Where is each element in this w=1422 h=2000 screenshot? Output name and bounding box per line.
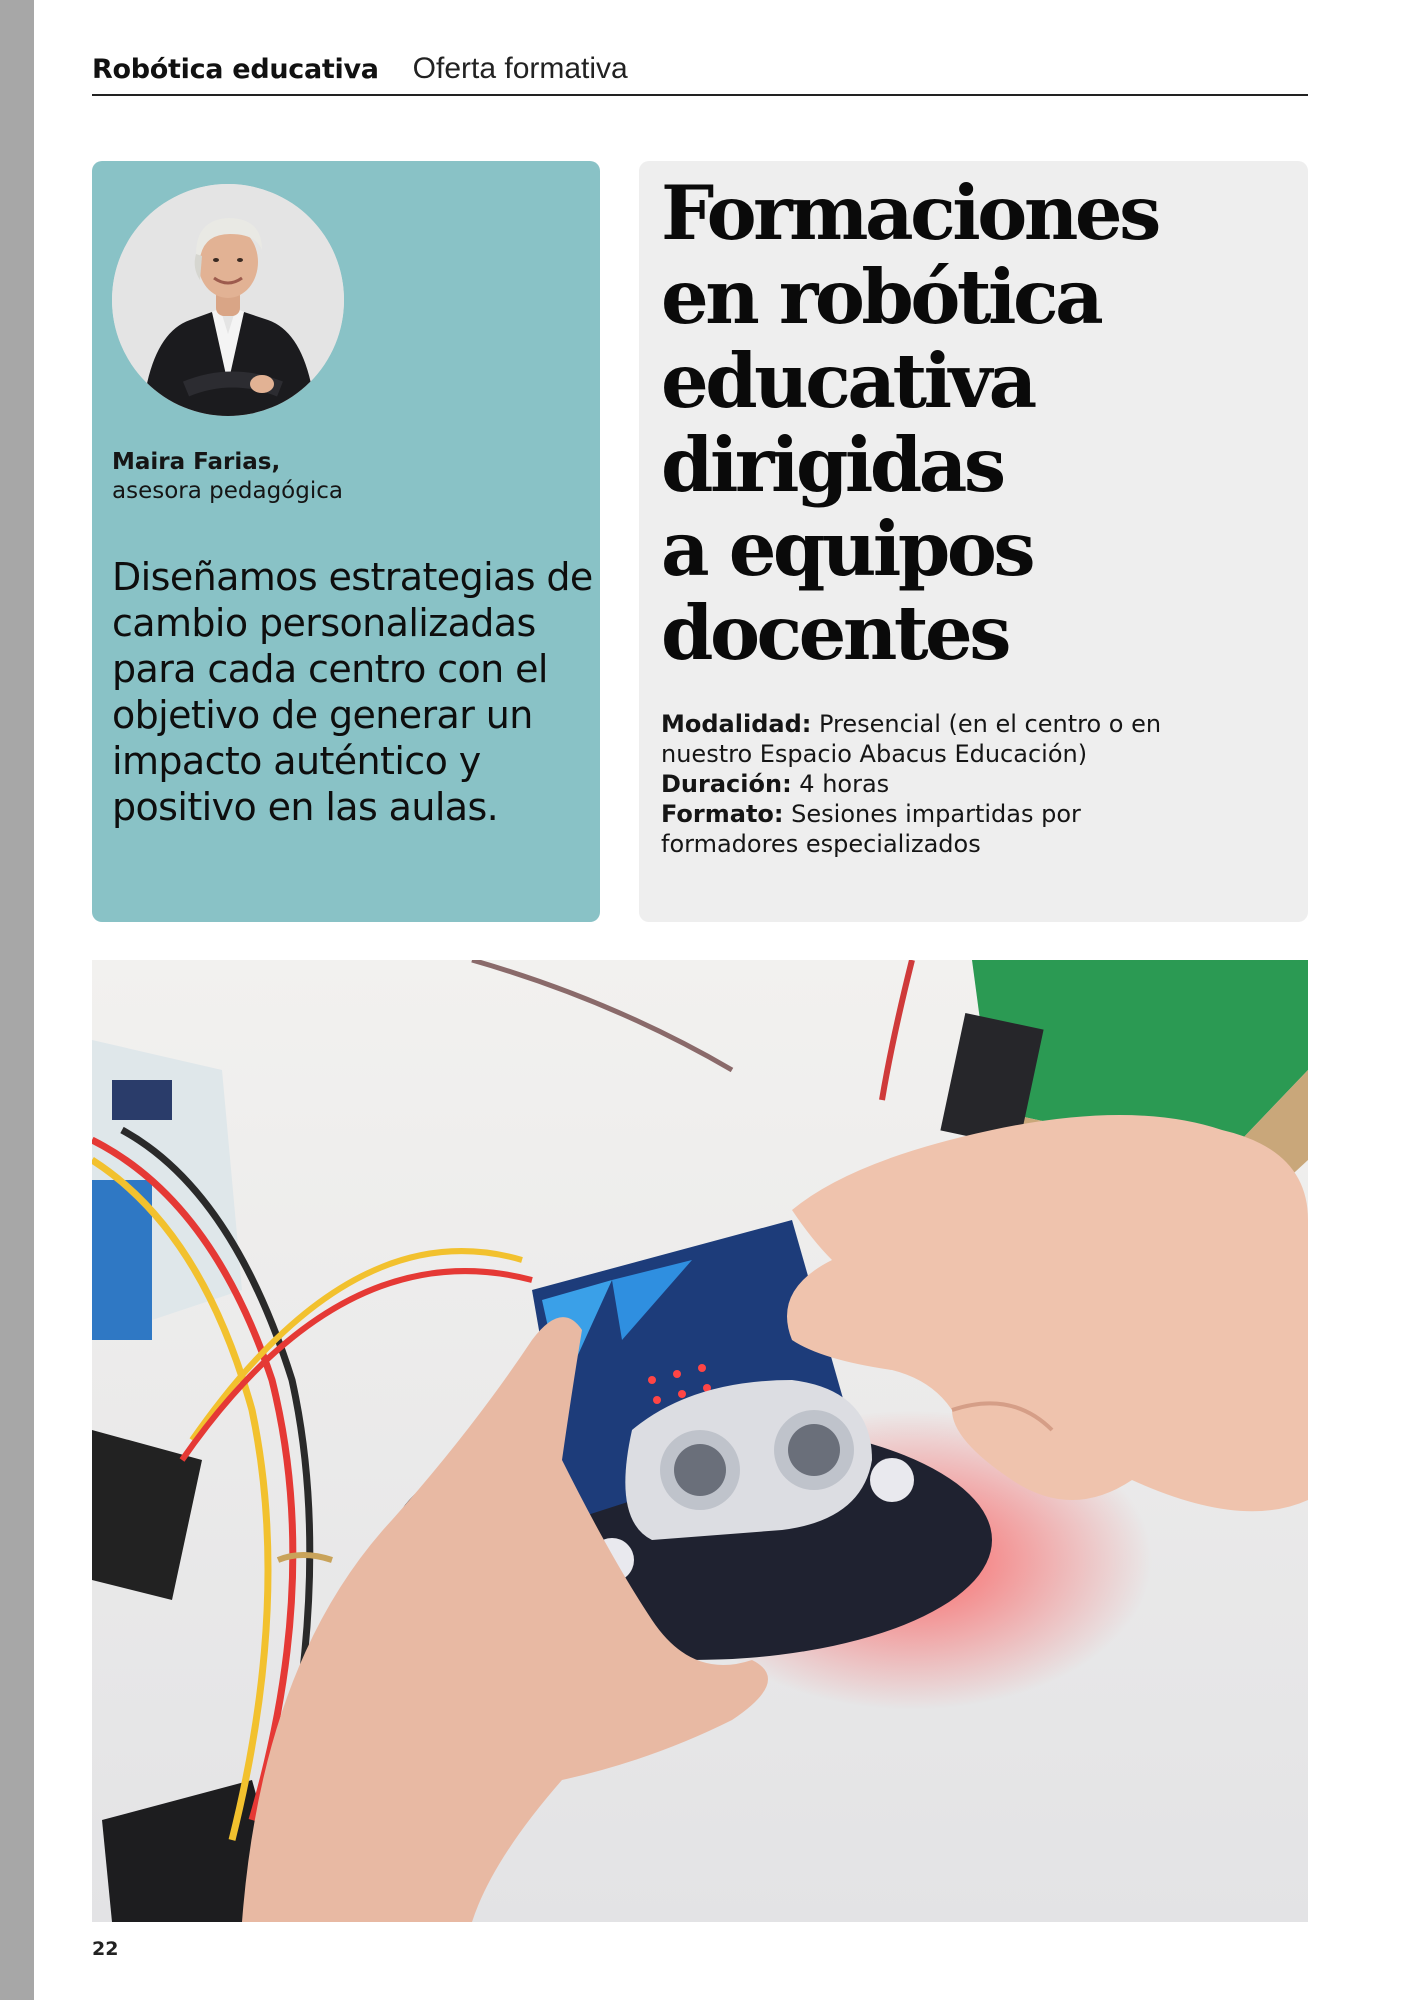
headline-line: educativa <box>661 337 1034 425</box>
page-number: 22 <box>92 1938 119 1960</box>
side-strip <box>0 0 34 2000</box>
info-card <box>639 161 1308 922</box>
page-header <box>92 54 1308 96</box>
headline-line: dirigidas <box>661 421 1003 509</box>
detail-value: Sesiones impartidas por formadores especializados <box>661 800 1081 858</box>
detail-formato <box>661 799 1221 859</box>
detail-label: Modalidad: <box>661 710 812 738</box>
detail-value: 4 horas <box>791 770 890 798</box>
robot-photo <box>92 960 1308 1922</box>
detail-label: Duración: <box>661 770 792 798</box>
section-title: Robótica educativa <box>92 54 379 85</box>
headline-line: a equipos <box>661 505 1033 593</box>
avatar-portrait <box>112 184 344 416</box>
headline-line: en robótica <box>661 253 1101 341</box>
headline <box>661 171 1301 675</box>
avatar <box>112 184 344 416</box>
course-details <box>661 709 1221 859</box>
section-subtitle: Oferta formativa <box>412 52 628 85</box>
person-role: asesora pedagógica <box>112 478 343 504</box>
detail-modalidad <box>661 709 1221 769</box>
profile-card <box>92 161 600 922</box>
detail-label: Formato: <box>661 800 784 828</box>
headline-line: docentes <box>661 589 1008 677</box>
person-name: Maira Farias, <box>112 449 281 475</box>
detail-value: Presencial (en el centro o en nuestro Espacio Abacus Educación) <box>661 710 1162 768</box>
headline-line: Formaciones <box>661 169 1158 257</box>
robot-photo-illustration <box>92 960 1308 1922</box>
pull-quote: Diseñamos estrategias de cambio personalizadas para cada centro con el objetivo de generar un impacto auténtico y positivo en las aulas. <box>112 555 593 829</box>
detail-duracion <box>661 769 1221 799</box>
